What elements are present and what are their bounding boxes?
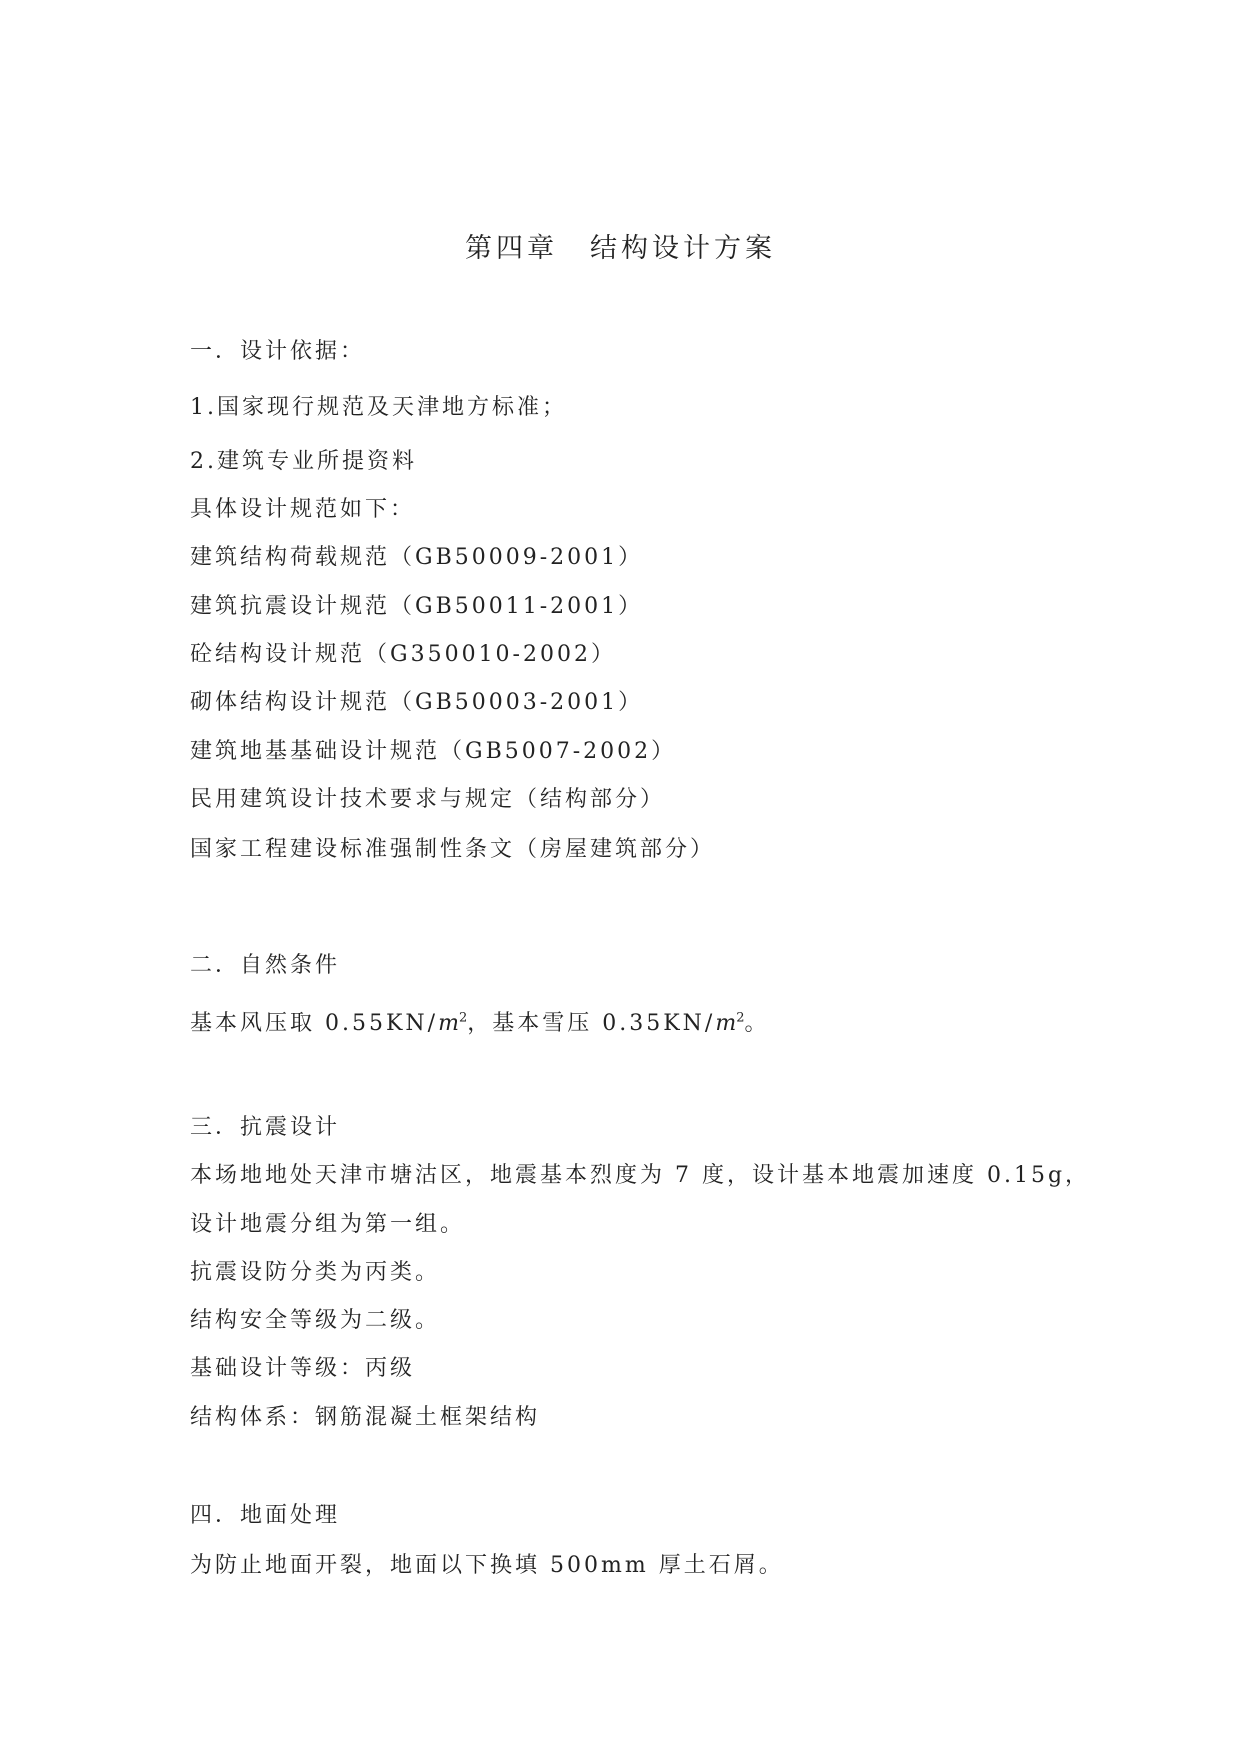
chapter-name: 结构设计方案 xyxy=(590,233,776,264)
snow-pressure-text: ，基本雪压 0.35KN/ xyxy=(467,1011,716,1036)
basis-item-1: 1.国家现行规范及天津地方标准； xyxy=(190,395,567,420)
code-item-3: 砼结构设计规范（G350010-2002） xyxy=(190,642,616,667)
code-item-7: 国家工程建设标准强制性条文（房屋建筑部分） xyxy=(190,837,716,862)
ground-treatment-text: 为防止地面开裂，地面以下换填 500mm 厚土石屑。 xyxy=(190,1553,784,1578)
unit-exp-2: 2 xyxy=(736,1010,745,1026)
seismic-line-1: 本场地地处天津市塘沽区，地震基本烈度为 7 度，设计基本地震加速度 0.15g， xyxy=(190,1163,1091,1188)
code-item-1: 建筑结构荷载规范（GB50009-2001） xyxy=(190,545,644,570)
unit-m-1: m xyxy=(438,1011,459,1036)
code-item-6: 民用建筑设计技术要求与规定（结构部分） xyxy=(190,787,666,812)
wind-pressure-text: 基本风压取 0.55KN/ xyxy=(190,1011,439,1036)
seismic-line-4: 结构安全等级为二级。 xyxy=(190,1308,441,1333)
seismic-line-6: 结构体系：钢筋混凝土框架结构 xyxy=(190,1405,541,1430)
code-item-2: 建筑抗震设计规范（GB50011-2001） xyxy=(190,594,644,619)
natural-conditions-text xyxy=(190,1010,769,1038)
sentence-end: 。 xyxy=(744,1011,770,1036)
chapter-number: 第四章 xyxy=(465,233,558,264)
section-1-heading: 一．设计依据： xyxy=(190,339,366,364)
seismic-line-2: 设计地震分组为第一组。 xyxy=(190,1212,466,1237)
unit-exp-1: 2 xyxy=(458,1010,468,1026)
chapter-title xyxy=(0,232,1241,266)
code-item-4: 砌体结构设计规范（GB50003-2001） xyxy=(190,690,644,715)
seismic-line-5: 基础设计等级：丙级 xyxy=(190,1356,416,1381)
basis-item-2: 2.建筑专业所提资料 xyxy=(190,449,417,474)
section-2-heading: 二．自然条件 xyxy=(190,953,341,978)
seismic-line-3: 抗震设防分类为丙类。 xyxy=(190,1260,441,1285)
unit-m-2: m xyxy=(715,1011,737,1036)
code-item-5: 建筑地基基础设计规范（GB5007-2002） xyxy=(190,739,677,764)
section-3-heading: 三．抗震设计 xyxy=(190,1115,341,1140)
section-4-heading: 四．地面处理 xyxy=(190,1503,341,1528)
codes-intro: 具体设计规范如下： xyxy=(190,497,416,522)
